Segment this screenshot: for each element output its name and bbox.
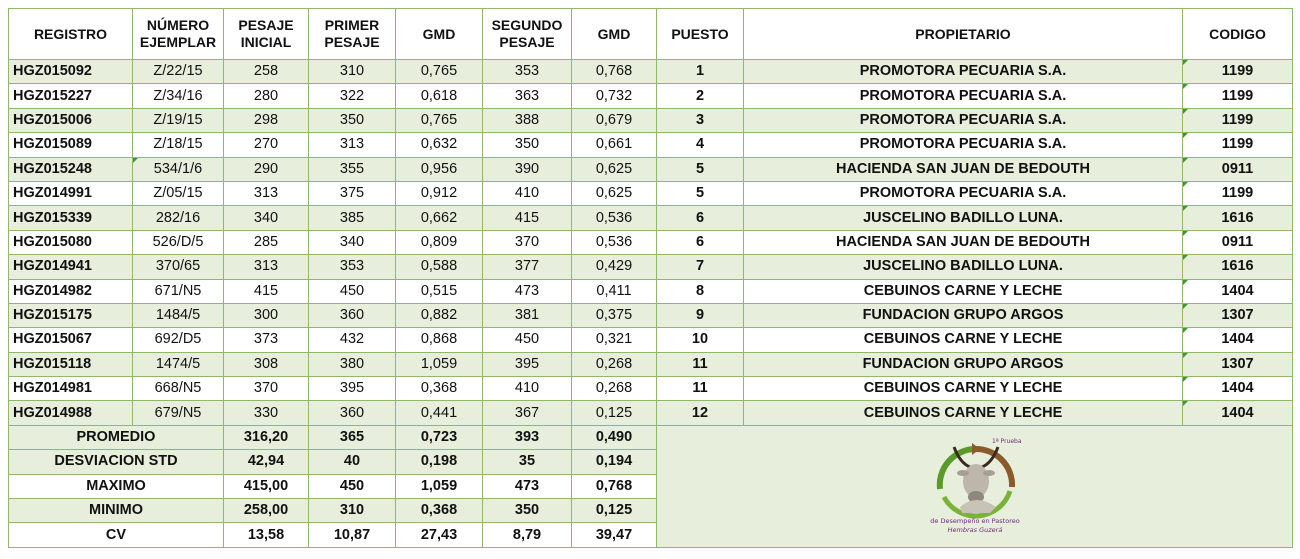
cell-segundo-pesaje: 381 xyxy=(483,303,572,327)
cell-puesto: 12 xyxy=(657,401,744,425)
cell-ejemplar: 679/N5 xyxy=(133,401,224,425)
cell-puesto: 10 xyxy=(657,328,744,352)
stat-gmd-1: 0,368 xyxy=(396,499,483,523)
col-header-gmd-1: GMD xyxy=(396,9,483,60)
cell-codigo: 1404 xyxy=(1183,328,1293,352)
cell-primer-pesaje: 380 xyxy=(309,352,396,376)
table-row xyxy=(9,84,1293,108)
cell-gmd-2: 0,661 xyxy=(572,133,657,157)
cell-segundo-pesaje: 350 xyxy=(483,133,572,157)
cell-segundo-pesaje: 367 xyxy=(483,401,572,425)
cell-gmd-2: 0,625 xyxy=(572,181,657,205)
stat-label: MINIMO xyxy=(9,499,224,523)
cell-pesaje-inicial: 300 xyxy=(224,303,309,327)
table-row xyxy=(9,303,1293,327)
stat-segundo-pesaje: 350 xyxy=(483,499,572,523)
stat-pesaje-inicial: 13,58 xyxy=(224,523,309,547)
cell-primer-pesaje: 313 xyxy=(309,133,396,157)
stat-gmd-1: 0,198 xyxy=(396,450,483,474)
stat-gmd-1: 0,723 xyxy=(396,425,483,449)
cell-gmd-2: 0,679 xyxy=(572,108,657,132)
cell-ejemplar: 534/1/6 xyxy=(133,157,224,181)
cell-gmd-2: 0,411 xyxy=(572,279,657,303)
cell-gmd-2: 0,268 xyxy=(572,352,657,376)
table-row xyxy=(9,157,1293,181)
cell-puesto: 5 xyxy=(657,157,744,181)
cell-puesto: 2 xyxy=(657,84,744,108)
cell-codigo: 1404 xyxy=(1183,377,1293,401)
table-row xyxy=(9,255,1293,279)
cell-puesto: 11 xyxy=(657,377,744,401)
cell-primer-pesaje: 322 xyxy=(309,84,396,108)
cell-puesto: 6 xyxy=(657,230,744,254)
cell-segundo-pesaje: 388 xyxy=(483,108,572,132)
cell-propietario: CEBUINOS CARNE Y LECHE xyxy=(744,377,1183,401)
cell-primer-pesaje: 310 xyxy=(309,60,396,84)
cell-gmd-1: 0,618 xyxy=(396,84,483,108)
cell-propietario: JUSCELINO BADILLO LUNA. xyxy=(744,206,1183,230)
cell-registro: HGZ015006 xyxy=(9,108,133,132)
cell-codigo: 1199 xyxy=(1183,108,1293,132)
cell-registro: HGZ015175 xyxy=(9,303,133,327)
cell-codigo: 1199 xyxy=(1183,133,1293,157)
cell-primer-pesaje: 340 xyxy=(309,230,396,254)
stat-primer-pesaje: 310 xyxy=(309,499,396,523)
cell-registro: HGZ015339 xyxy=(9,206,133,230)
cell-codigo: 1616 xyxy=(1183,206,1293,230)
cell-segundo-pesaje: 415 xyxy=(483,206,572,230)
stats-row-promedio xyxy=(9,425,1293,449)
stat-pesaje-inicial: 258,00 xyxy=(224,499,309,523)
svg-text:de Desempeño en Pastoreo: de Desempeño en Pastoreo xyxy=(929,517,1020,526)
cell-gmd-1: 0,765 xyxy=(396,108,483,132)
cell-primer-pesaje: 353 xyxy=(309,255,396,279)
cell-primer-pesaje: 360 xyxy=(309,303,396,327)
cell-codigo: 1307 xyxy=(1183,303,1293,327)
cell-propietario: PROMOTORA PECUARIA S.A. xyxy=(744,133,1183,157)
cell-registro: HGZ015080 xyxy=(9,230,133,254)
cell-propietario: HACIENDA SAN JUAN DE BEDOUTH xyxy=(744,157,1183,181)
col-header-codigo: CODIGO xyxy=(1183,9,1293,60)
stat-pesaje-inicial: 415,00 xyxy=(224,474,309,498)
cell-puesto: 4 xyxy=(657,133,744,157)
cell-ejemplar: 692/D5 xyxy=(133,328,224,352)
cell-puesto: 3 xyxy=(657,108,744,132)
cell-primer-pesaje: 450 xyxy=(309,279,396,303)
cell-pesaje-inicial: 370 xyxy=(224,377,309,401)
cell-propietario: PROMOTORA PECUARIA S.A. xyxy=(744,60,1183,84)
cell-pesaje-inicial: 280 xyxy=(224,84,309,108)
cell-segundo-pesaje: 410 xyxy=(483,377,572,401)
stat-pesaje-inicial: 42,94 xyxy=(224,450,309,474)
table-row xyxy=(9,377,1293,401)
cell-registro: HGZ014988 xyxy=(9,401,133,425)
col-header-gmd-2: GMD xyxy=(572,9,657,60)
cell-gmd-1: 0,588 xyxy=(396,255,483,279)
logo-cell xyxy=(657,425,1293,547)
cell-pesaje-inicial: 285 xyxy=(224,230,309,254)
cell-pesaje-inicial: 270 xyxy=(224,133,309,157)
cell-codigo: 1616 xyxy=(1183,255,1293,279)
results-table xyxy=(8,8,1293,548)
cell-segundo-pesaje: 395 xyxy=(483,352,572,376)
cell-ejemplar: 1474/5 xyxy=(133,352,224,376)
stat-gmd-1: 1,059 xyxy=(396,474,483,498)
cell-puesto: 1 xyxy=(657,60,744,84)
cell-puesto: 8 xyxy=(657,279,744,303)
cell-gmd-2: 0,768 xyxy=(572,60,657,84)
cell-registro: HGZ015089 xyxy=(9,133,133,157)
cell-codigo: 0911 xyxy=(1183,157,1293,181)
cell-propietario: CEBUINOS CARNE Y LECHE xyxy=(744,279,1183,303)
cell-primer-pesaje: 360 xyxy=(309,401,396,425)
svg-text:1ª Prueba: 1ª Prueba xyxy=(991,438,1022,446)
cell-segundo-pesaje: 473 xyxy=(483,279,572,303)
cell-codigo: 1199 xyxy=(1183,181,1293,205)
col-header-primer-pesaje: PRIMER PESAJE xyxy=(309,9,396,60)
cell-pesaje-inicial: 298 xyxy=(224,108,309,132)
cell-pesaje-inicial: 258 xyxy=(224,60,309,84)
cell-registro: HGZ014982 xyxy=(9,279,133,303)
cell-propietario: CEBUINOS CARNE Y LECHE xyxy=(744,328,1183,352)
stat-pesaje-inicial: 316,20 xyxy=(224,425,309,449)
stat-segundo-pesaje: 473 xyxy=(483,474,572,498)
stat-gmd-2: 39,47 xyxy=(572,523,657,547)
stat-label: CV xyxy=(9,523,224,547)
cell-puesto: 7 xyxy=(657,255,744,279)
cell-registro: HGZ014991 xyxy=(9,181,133,205)
cattle-logo-icon xyxy=(920,427,1030,537)
cell-pesaje-inicial: 313 xyxy=(224,181,309,205)
cell-pesaje-inicial: 373 xyxy=(224,328,309,352)
table-row xyxy=(9,181,1293,205)
cell-segundo-pesaje: 377 xyxy=(483,255,572,279)
cell-pesaje-inicial: 330 xyxy=(224,401,309,425)
cell-registro: HGZ015067 xyxy=(9,328,133,352)
cell-primer-pesaje: 350 xyxy=(309,108,396,132)
cell-gmd-1: 0,882 xyxy=(396,303,483,327)
stat-primer-pesaje: 10,87 xyxy=(309,523,396,547)
cell-primer-pesaje: 375 xyxy=(309,181,396,205)
cell-codigo: 1404 xyxy=(1183,279,1293,303)
cell-gmd-1: 0,956 xyxy=(396,157,483,181)
table-row xyxy=(9,352,1293,376)
col-header-registro: REGISTRO xyxy=(9,9,133,60)
cell-gmd-1: 0,632 xyxy=(396,133,483,157)
cell-gmd-1: 0,868 xyxy=(396,328,483,352)
cell-ejemplar: 282/16 xyxy=(133,206,224,230)
cell-segundo-pesaje: 363 xyxy=(483,84,572,108)
cell-puesto: 6 xyxy=(657,206,744,230)
stat-primer-pesaje: 40 xyxy=(309,450,396,474)
stat-primer-pesaje: 365 xyxy=(309,425,396,449)
stat-label: DESVIACION STD xyxy=(9,450,224,474)
cell-gmd-1: 0,368 xyxy=(396,377,483,401)
cell-pesaje-inicial: 415 xyxy=(224,279,309,303)
stat-gmd-2: 0,768 xyxy=(572,474,657,498)
cell-codigo: 1199 xyxy=(1183,60,1293,84)
table-row xyxy=(9,133,1293,157)
cell-gmd-2: 0,625 xyxy=(572,157,657,181)
cell-codigo: 0911 xyxy=(1183,230,1293,254)
cell-pesaje-inicial: 290 xyxy=(224,157,309,181)
cell-puesto: 9 xyxy=(657,303,744,327)
stat-segundo-pesaje: 393 xyxy=(483,425,572,449)
cell-ejemplar: Z/34/16 xyxy=(133,84,224,108)
col-header-segundo-pesaje: SEGUNDO PESAJE xyxy=(483,9,572,60)
cell-codigo: 1199 xyxy=(1183,84,1293,108)
cell-gmd-2: 0,125 xyxy=(572,401,657,425)
cell-gmd-1: 0,441 xyxy=(396,401,483,425)
cell-propietario: JUSCELINO BADILLO LUNA. xyxy=(744,255,1183,279)
table-row xyxy=(9,401,1293,425)
cell-gmd-1: 0,515 xyxy=(396,279,483,303)
cell-registro: HGZ014981 xyxy=(9,377,133,401)
cell-pesaje-inicial: 340 xyxy=(224,206,309,230)
stat-label: MAXIMO xyxy=(9,474,224,498)
col-header-numero-ejemplar: NÚMERO EJEMPLAR xyxy=(133,9,224,60)
cell-gmd-2: 0,732 xyxy=(572,84,657,108)
cell-gmd-2: 0,375 xyxy=(572,303,657,327)
stat-gmd-1: 27,43 xyxy=(396,523,483,547)
cell-gmd-2: 0,429 xyxy=(572,255,657,279)
cell-registro: HGZ015118 xyxy=(9,352,133,376)
cell-pesaje-inicial: 313 xyxy=(224,255,309,279)
svg-text:Hembras Guzerá: Hembras Guzerá xyxy=(947,526,1002,535)
results-table-container xyxy=(8,8,1292,548)
cell-ejemplar: Z/18/15 xyxy=(133,133,224,157)
table-row xyxy=(9,328,1293,352)
cell-segundo-pesaje: 353 xyxy=(483,60,572,84)
stat-gmd-2: 0,125 xyxy=(572,499,657,523)
stat-label: PROMEDIO xyxy=(9,425,224,449)
cell-ejemplar: Z/19/15 xyxy=(133,108,224,132)
cell-propietario: PROMOTORA PECUARIA S.A. xyxy=(744,108,1183,132)
cell-propietario: PROMOTORA PECUARIA S.A. xyxy=(744,181,1183,205)
cell-registro: HGZ015248 xyxy=(9,157,133,181)
stat-segundo-pesaje: 35 xyxy=(483,450,572,474)
cell-ejemplar: 370/65 xyxy=(133,255,224,279)
cell-ejemplar: 526/D/5 xyxy=(133,230,224,254)
table-row xyxy=(9,108,1293,132)
cell-gmd-1: 0,765 xyxy=(396,60,483,84)
cell-registro: HGZ015092 xyxy=(9,60,133,84)
cell-segundo-pesaje: 390 xyxy=(483,157,572,181)
cell-propietario: FUNDACION GRUPO ARGOS xyxy=(744,303,1183,327)
cell-registro: HGZ014941 xyxy=(9,255,133,279)
cell-propietario: FUNDACION GRUPO ARGOS xyxy=(744,352,1183,376)
cell-propietario: CEBUINOS CARNE Y LECHE xyxy=(744,401,1183,425)
col-header-propietario: PROPIETARIO xyxy=(744,9,1183,60)
col-header-puesto: PUESTO xyxy=(657,9,744,60)
table-row xyxy=(9,279,1293,303)
cell-ejemplar: 671/N5 xyxy=(133,279,224,303)
cell-gmd-2: 0,536 xyxy=(572,230,657,254)
stat-gmd-2: 0,490 xyxy=(572,425,657,449)
cell-gmd-2: 0,321 xyxy=(572,328,657,352)
cell-propietario: PROMOTORA PECUARIA S.A. xyxy=(744,84,1183,108)
table-row xyxy=(9,206,1293,230)
cell-primer-pesaje: 385 xyxy=(309,206,396,230)
cell-ejemplar: 1484/5 xyxy=(133,303,224,327)
cell-codigo: 1404 xyxy=(1183,401,1293,425)
stat-primer-pesaje: 450 xyxy=(309,474,396,498)
cell-segundo-pesaje: 450 xyxy=(483,328,572,352)
cell-primer-pesaje: 395 xyxy=(309,377,396,401)
cell-ejemplar: Z/22/15 xyxy=(133,60,224,84)
cell-ejemplar: Z/05/15 xyxy=(133,181,224,205)
table-row xyxy=(9,230,1293,254)
cell-codigo: 1307 xyxy=(1183,352,1293,376)
cell-registro: HGZ015227 xyxy=(9,84,133,108)
cell-gmd-1: 0,662 xyxy=(396,206,483,230)
table-row xyxy=(9,60,1293,84)
stat-gmd-2: 0,194 xyxy=(572,450,657,474)
cell-primer-pesaje: 355 xyxy=(309,157,396,181)
cell-gmd-1: 0,912 xyxy=(396,181,483,205)
stat-segundo-pesaje: 8,79 xyxy=(483,523,572,547)
cell-gmd-1: 1,059 xyxy=(396,352,483,376)
cell-gmd-2: 0,536 xyxy=(572,206,657,230)
cell-ejemplar: 668/N5 xyxy=(133,377,224,401)
cell-segundo-pesaje: 410 xyxy=(483,181,572,205)
cell-primer-pesaje: 432 xyxy=(309,328,396,352)
cell-pesaje-inicial: 308 xyxy=(224,352,309,376)
cell-propietario: HACIENDA SAN JUAN DE BEDOUTH xyxy=(744,230,1183,254)
cell-gmd-2: 0,268 xyxy=(572,377,657,401)
cell-puesto: 11 xyxy=(657,352,744,376)
event-logo xyxy=(920,427,1030,537)
col-header-pesaje-inicial: PESAJE INICIAL xyxy=(224,9,309,60)
cell-gmd-1: 0,809 xyxy=(396,230,483,254)
cell-segundo-pesaje: 370 xyxy=(483,230,572,254)
cell-puesto: 5 xyxy=(657,181,744,205)
header-row xyxy=(9,9,1293,60)
